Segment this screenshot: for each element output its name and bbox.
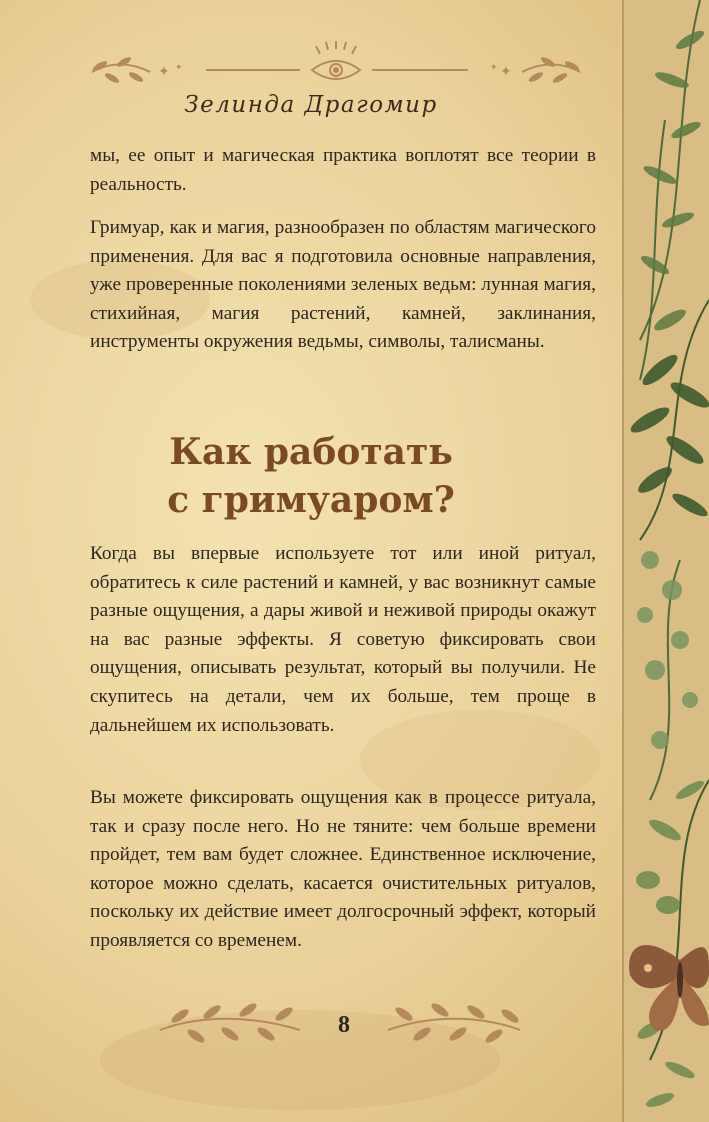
paragraph-text: Гримуар, как и магия, разнообразен по областям магического применения. Для вас я подготовила основные направления, уже проверенные поколениями зеленых ведьм: лунная магия, стихийная, магия растений, камней, заклинания, инструменты окружения ведьмы, символы, талисманы. <box>90 217 596 353</box>
paragraph <box>90 784 596 956</box>
paragraph-text: Когда вы впервые используете тот или иной ритуал, обратитесь к силе растений и камней, у вас возникнут самые разные ощущения, а дары живой и неживой природы окажут на вас разные эффекты. Я советую фиксировать свои ощущения, описывать результат, который вы получили. Не скупитесь на детали, чем их больше, тем проще в дальнейшем их использовать. <box>90 543 596 736</box>
paragraph-text: Вы можете фиксировать ощущения как в процессе ритуала, так и сразу после него. Но не тяните: чем больше времени пройдет, тем вам будет сложнее. Единственное исключение, которое можно сделать, касается очистительных ритуалов, поскольку их действие имеет долгосрочный эффект, который проявляется со временем. <box>90 787 596 951</box>
svg-text:✦: ✦ <box>490 63 498 73</box>
paragraph-text: мы, ее опыт и магическая практика воплотят все теории в реальность. <box>90 145 596 195</box>
svg-text:✦: ✦ <box>500 64 512 80</box>
heading-line: с гримуаром? <box>167 479 455 521</box>
author-name: Зелинда Драгомир <box>184 92 438 118</box>
section-heading <box>0 428 622 524</box>
paragraph <box>90 214 596 357</box>
botanical-border <box>622 0 709 1122</box>
svg-text:✦: ✦ <box>175 63 183 73</box>
page-number: 8 <box>338 1012 350 1038</box>
svg-text:✦: ✦ <box>158 64 170 80</box>
paragraph <box>90 142 596 199</box>
paragraph <box>90 540 596 740</box>
heading-line: Как работать <box>169 431 453 473</box>
